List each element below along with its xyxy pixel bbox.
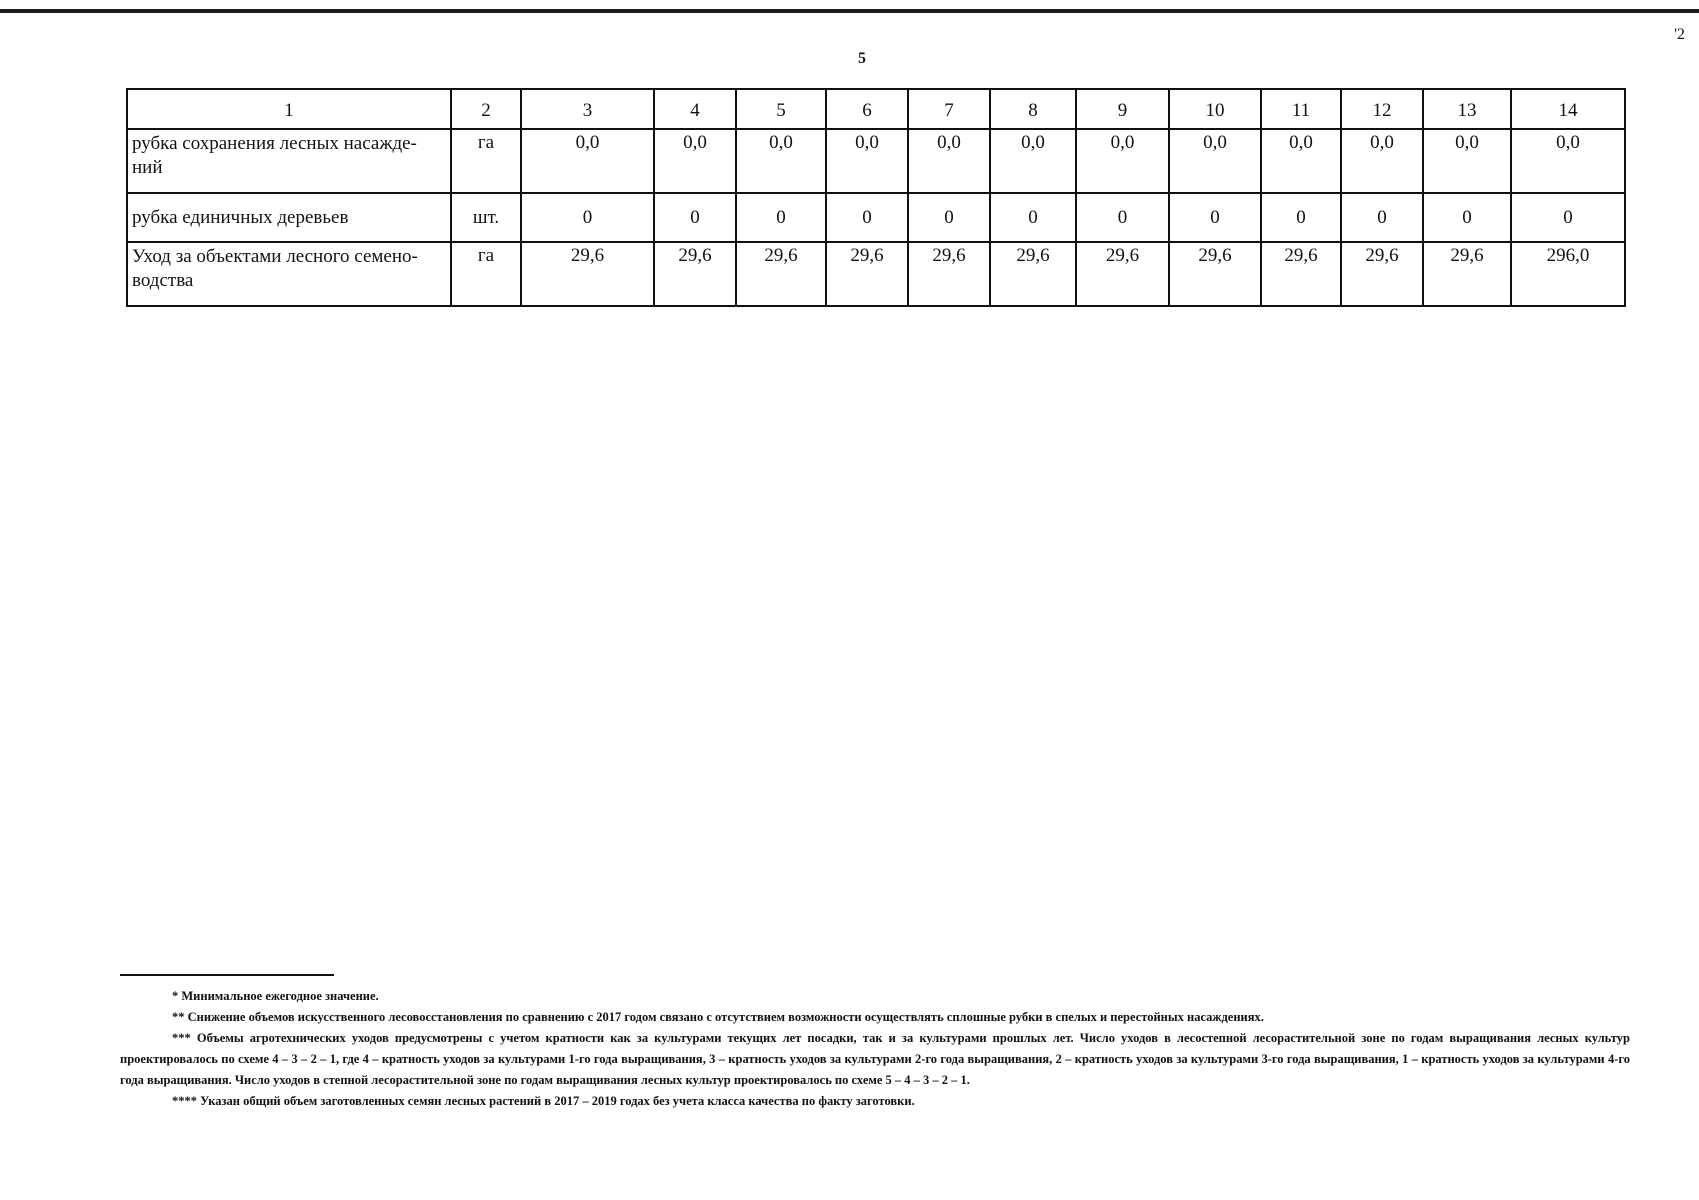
header-cell: 10 <box>1169 89 1261 129</box>
value-cell: 0 <box>1341 193 1423 242</box>
header-cell: 14 <box>1511 89 1625 129</box>
data-table <box>126 88 1626 307</box>
footnote: *** Объемы агротехнических уходов предусмотрены с учетом кратности как за культурами текущих лет посадки, так и за культурами прошлых лет. Число уходов в лесостепной лесорастительной зоне по годам выращивания лесных культур проектировалось по схеме 4 – 3 – 2 – 1, где 4 – кратность уходов за культурами 1-го года выращивания, 3 – кратность уходов за культурами 2-го года выращивания, 2 – кратность уходов за культурами 3-го года выращивания, 1 – кратность уходов за культурами 4-го года выращивания. Число уходов в степной лесорастительной зоне по годам выращивания лесных культур проектировалось по схеме 5 – 4 – 3 – 2 – 1. <box>120 1031 1630 1087</box>
table-row <box>127 129 1625 193</box>
value-cell: 296,0 <box>1511 242 1625 306</box>
value-cell: 0 <box>654 193 736 242</box>
value-cell: 0,0 <box>1076 129 1169 193</box>
value-cell: 29,6 <box>1076 242 1169 306</box>
value-cell: 0 <box>736 193 826 242</box>
row-name-cell: Уход за объектами лесного семено-водства <box>127 242 451 306</box>
header-cell: 12 <box>1341 89 1423 129</box>
value-cell: 0 <box>1261 193 1341 242</box>
corner-mark: '2 <box>1674 26 1685 43</box>
header-cell: 4 <box>654 89 736 129</box>
footnotes <box>120 986 1630 1112</box>
table-row <box>127 193 1625 242</box>
value-cell: 29,6 <box>1341 242 1423 306</box>
value-cell: 0,0 <box>826 129 908 193</box>
row-name-cell: рубка сохранения лесных насажде-ний <box>127 129 451 193</box>
page-number: 5 <box>858 50 866 67</box>
value-cell: 0 <box>1169 193 1261 242</box>
value-cell: 0,0 <box>654 129 736 193</box>
value-cell: 0 <box>521 193 654 242</box>
value-cell: 0,0 <box>1261 129 1341 193</box>
top-border-line <box>0 9 1699 13</box>
header-cell: 2 <box>451 89 521 129</box>
value-cell: 0 <box>1511 193 1625 242</box>
value-cell: 0,0 <box>990 129 1076 193</box>
value-cell: 29,6 <box>1261 242 1341 306</box>
value-cell: 0,0 <box>1511 129 1625 193</box>
row-unit-cell: га <box>451 242 521 306</box>
header-cell: 13 <box>1423 89 1511 129</box>
table-row <box>127 242 1625 306</box>
header-cell: 3 <box>521 89 654 129</box>
footnote: * Минимальное ежегодное значение. <box>172 989 379 1003</box>
value-cell: 29,6 <box>1169 242 1261 306</box>
header-cell: 9 <box>1076 89 1169 129</box>
value-cell: 0 <box>908 193 990 242</box>
value-cell: 0 <box>990 193 1076 242</box>
footnote-separator <box>120 974 334 976</box>
header-cell: 7 <box>908 89 990 129</box>
table-header-row <box>127 89 1625 129</box>
value-cell: 0 <box>826 193 908 242</box>
value-cell: 29,6 <box>990 242 1076 306</box>
footnote: **** Указан общий объем заготовленных семян лесных растений в 2017 – 2019 годах без учета класса качества по факту заготовки. <box>172 1094 915 1108</box>
value-cell: 0 <box>1423 193 1511 242</box>
row-unit-cell: шт. <box>451 193 521 242</box>
value-cell: 29,6 <box>1423 242 1511 306</box>
header-cell: 8 <box>990 89 1076 129</box>
value-cell: 0,0 <box>1169 129 1261 193</box>
header-cell: 5 <box>736 89 826 129</box>
value-cell: 29,6 <box>521 242 654 306</box>
value-cell: 0,0 <box>908 129 990 193</box>
value-cell: 0,0 <box>1423 129 1511 193</box>
value-cell: 29,6 <box>654 242 736 306</box>
value-cell: 0,0 <box>1341 129 1423 193</box>
header-cell: 1 <box>127 89 451 129</box>
header-cell: 6 <box>826 89 908 129</box>
value-cell: 0,0 <box>521 129 654 193</box>
value-cell: 29,6 <box>826 242 908 306</box>
value-cell: 29,6 <box>908 242 990 306</box>
value-cell: 29,6 <box>736 242 826 306</box>
row-unit-cell: га <box>451 129 521 193</box>
header-cell: 11 <box>1261 89 1341 129</box>
footnote: ** Снижение объемов искусственного лесовосстановления по сравнению с 2017 годом связано с отсутствием возможности осуществлять сплошные рубки в спелых и перестойных насаждениях. <box>172 1010 1264 1024</box>
value-cell: 0 <box>1076 193 1169 242</box>
row-name-cell: рубка единичных деревьев <box>127 193 451 242</box>
value-cell: 0,0 <box>736 129 826 193</box>
